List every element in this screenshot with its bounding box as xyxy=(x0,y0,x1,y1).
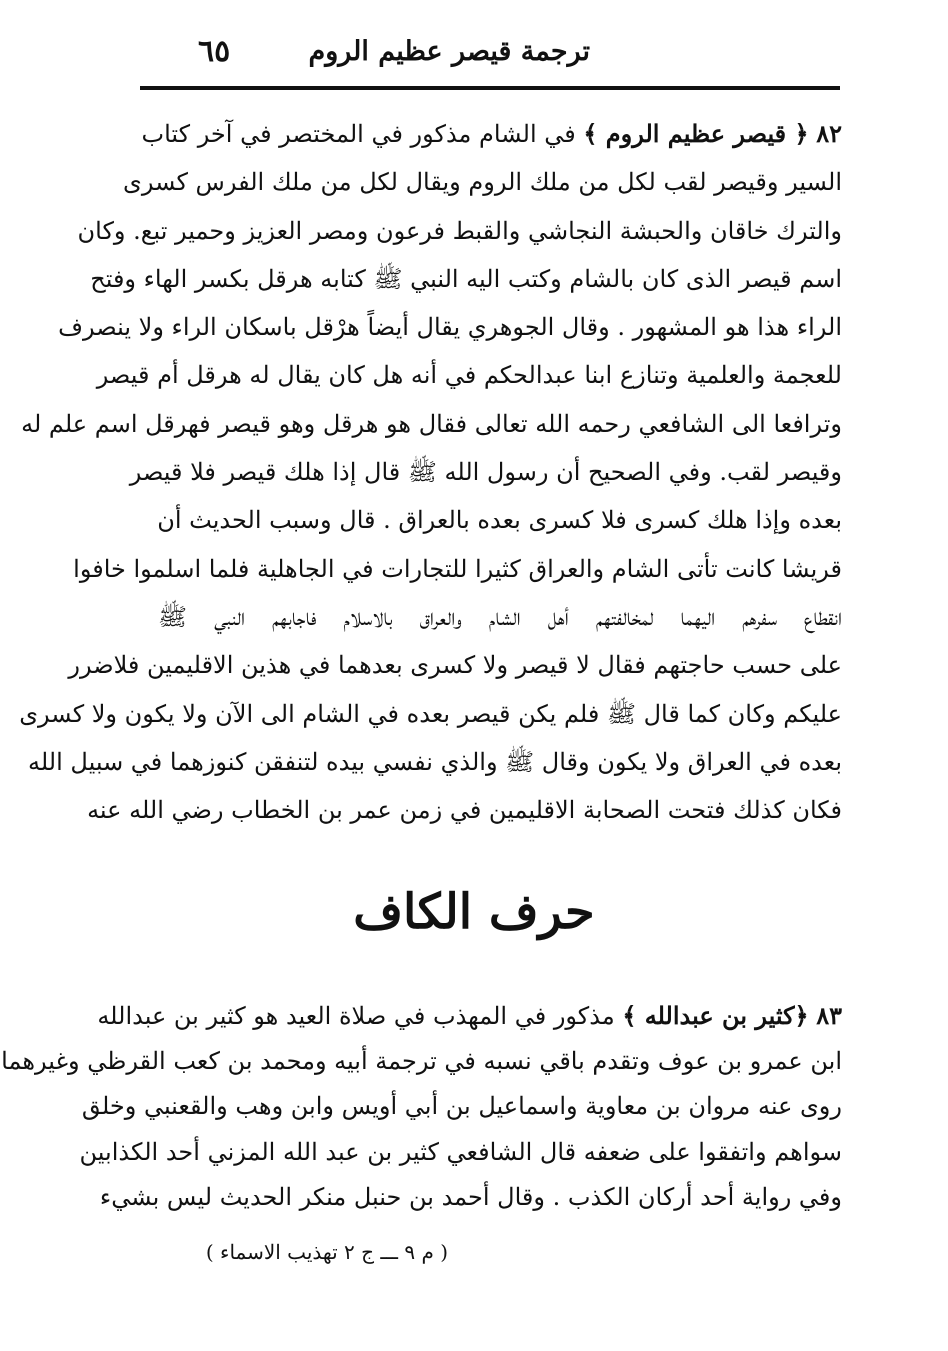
entry-line: وترافعا الى الشافعي رحمه الله تعالى فقال هو هرقل وهو قيصر فهرقل اسم علم له xyxy=(21,409,842,438)
entry-line: وفي رواية أحد أركان الكذب . وقال أحمد بن حنبل منكر الحديث ليس بشيء xyxy=(99,1183,842,1211)
entry-line xyxy=(97,993,842,1039)
entry-82 xyxy=(19,110,842,834)
section-heading: حرف الكاف xyxy=(353,884,595,940)
entry-line: على حسب حاجتهم فقال لا قيصر ولا كسرى بعدهما في هذين الاقليمين فلاضرر xyxy=(68,651,842,680)
entry-line: قريشا كانت تأتى الشام والعراق كثيرا للتجارات في الجاهلية فلما اسلموا خافوا xyxy=(73,554,842,583)
signature-mark: ( م ٩ ـــ ج ٢ تهذيب الاسماء ) xyxy=(205,1240,448,1264)
entry-line: السير وقيصر لقب لكل من ملك الروم ويقال لكل من ملك الفرس كسرى xyxy=(123,168,842,197)
entry-line: روى عنه مروان بن معاوية واسماعيل بن أبي أويس وابن وهب والقعنبي وخلق xyxy=(81,1092,842,1120)
entry-line: ابن عمرو بن عوف وتقدم باقي نسبه في ترجمة أبيه ومحمد بن كعب القرظي وغيرهما xyxy=(1,1046,842,1075)
header-rule xyxy=(140,86,840,90)
entry-line: فكان كذلك فتحت الصحابة الاقليمين في زمن عمر بن الخطاب رضي الله عنه xyxy=(87,796,842,825)
entry-number: ٨٣ xyxy=(816,1001,842,1030)
entry-line: وقيصر لقب. وفي الصحيح أن رسول الله ﷺ قال إذا هلك قيصر فلا قيصر xyxy=(129,458,842,487)
entry-line: عليكم وكان كما قال ﷺ فلم يكن قيصر بعده في الشام الى الآن ولا يكون ولا كسرى xyxy=(19,699,842,728)
entry-line: انقطاع سفرهم اليهما لمخالفتهم أهل الشام والعراق بالاسلام فاجابهم النبي ﷺ xyxy=(158,602,842,631)
running-header xyxy=(140,24,840,84)
entry-line: سواهم واتفقوا على ضعفه قال الشافعي كثير بن عبد الله المزني أحد الكذابين xyxy=(79,1137,842,1166)
entry-headword: ﴿ قيصر عظيم الروم ﴾ xyxy=(583,119,809,148)
entry-headword: ﴿كثير بن عبدالله ﴾ xyxy=(622,1001,809,1030)
entry-line: بعده في العراق ولا يكون وقال ﷺ والذي نفسي بيده لتنفقن كنوزهما في سبيل الله xyxy=(27,747,842,776)
entry-number: ٨٢ xyxy=(816,119,842,148)
entry-line-text: في الشام مذكور في المختصر في آخر كتاب xyxy=(141,120,576,148)
entry-line: للعجمة والعلمية وتنازع ابنا عبدالحكم في أنه هل كان يقال له هرقل أم قيصر xyxy=(96,361,842,390)
entry-line-text: مذكور في المهذب في صلاة العيد هو كثير بن عبدالله xyxy=(97,1002,615,1030)
running-header-title: ترجمة قيصر عظيم الروم xyxy=(308,36,590,67)
entry-83 xyxy=(1,993,842,1221)
entry-line: بعده وإذا هلك كسرى فلا كسرى بعده بالعراق . قال وسبب الحديث أن xyxy=(157,506,842,535)
entry-line: والترك خاقان والحبشة النجاشي والقبط فرعون ومصر العزيز وحمير تبع. وكان xyxy=(77,216,842,245)
entry-line: اسم قيصر الذى كان بالشام وكتب اليه النبي ﷺ كتابه هرقل بكسر الهاء وفتح xyxy=(90,264,842,293)
page-number: ٦٥ xyxy=(198,34,231,69)
entry-line xyxy=(141,110,842,158)
entry-line: الراء هذا هو المشهور . وقال الجوهري يقال أيضاً هرْقل باسكان الراء ولا ينصرف xyxy=(58,313,842,342)
